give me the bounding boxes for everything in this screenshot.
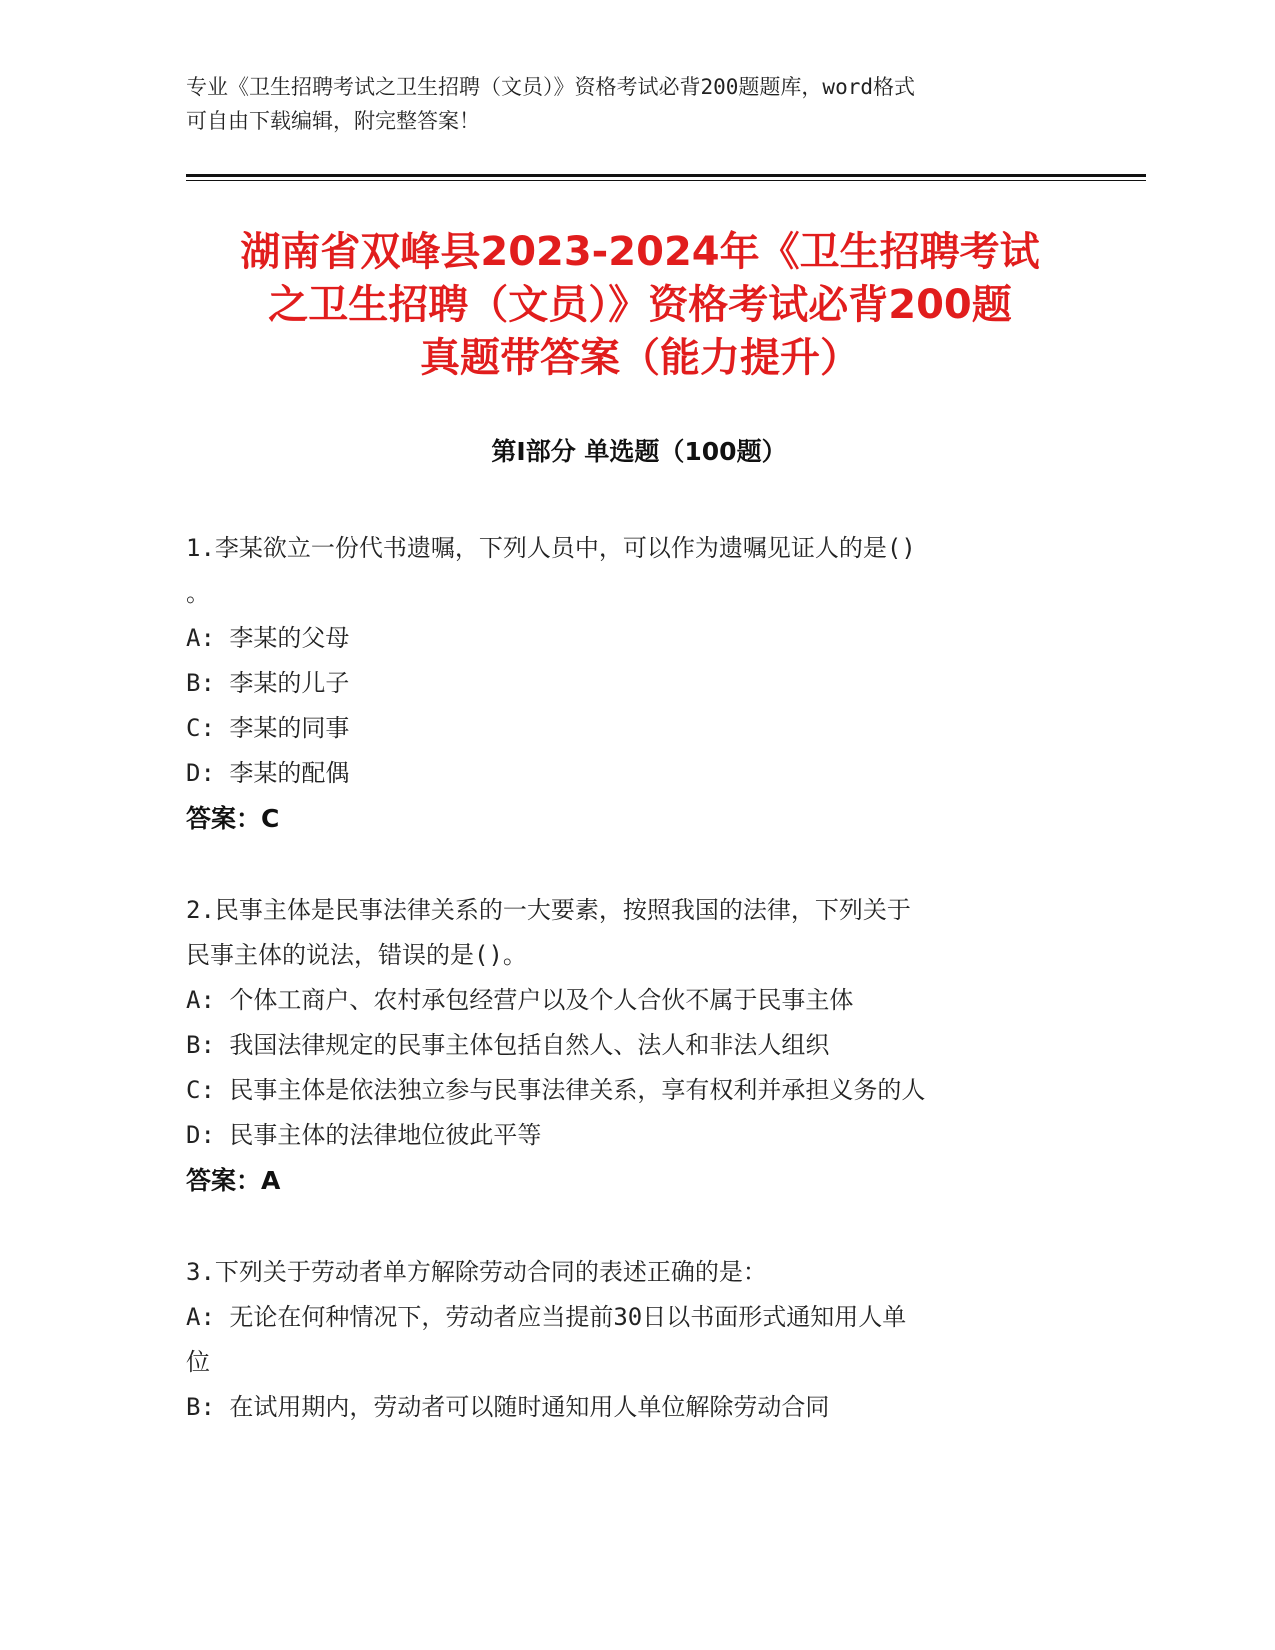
- answer-option: B: 李某的儿子: [186, 669, 350, 697]
- header-divider-thin: [186, 180, 1146, 181]
- question-item: [186, 1250, 1086, 1430]
- answer-option: 位: [186, 1348, 210, 1376]
- header-note-line: 可自由下载编辑，附完整答案！: [186, 109, 480, 133]
- document-title: [190, 226, 1090, 385]
- section-title: 第Ⅰ部分 单选题（100题）: [491, 437, 787, 466]
- title-line: 真题带答案（能力提升）: [420, 335, 860, 381]
- answer-option: D: 民事主体的法律地位彼此平等: [186, 1121, 542, 1149]
- answer-option: C: 民事主体是依法独立参与民事法律关系，享有权利并承担义务的人: [186, 1076, 926, 1104]
- header-note: [186, 70, 1066, 138]
- question-item: [186, 526, 1086, 841]
- answer-option: B: 我国法律规定的民事主体包括自然人、法人和非法人组织: [186, 1031, 830, 1059]
- question-stem: 2.民事主体是民事法律关系的一大要素，按照我国的法律，下列关于: [186, 896, 911, 924]
- question-stem: 。: [186, 579, 210, 607]
- answer-key: 答案：A: [186, 1166, 281, 1195]
- answer-option: A: 无论在何种情况下，劳动者应当提前30日以书面形式通知用人单: [186, 1303, 907, 1331]
- title-line: 之卫生招聘（文员）》资格考试必背200题: [268, 282, 1012, 328]
- question-spacer: [186, 841, 1086, 888]
- answer-option: C: 李某的同事: [186, 714, 350, 742]
- answer-option: D: 李某的配偶: [186, 759, 350, 787]
- question-list: [186, 526, 1086, 1430]
- question-spacer: [186, 1203, 1086, 1250]
- answer-option: B: 在试用期内，劳动者可以随时通知用人单位解除劳动合同: [186, 1393, 830, 1421]
- answer-key: 答案：C: [186, 804, 280, 833]
- question-stem: 1.李某欲立一份代书遗嘱，下列人员中，可以作为遗嘱见证人的是(): [186, 534, 916, 562]
- title-line: 湖南省双峰县2023-2024年《卫生招聘考试: [240, 229, 1040, 275]
- question-stem: 民事主体的说法，错误的是()。: [186, 941, 527, 969]
- header-note-line: 专业《卫生招聘考试之卫生招聘（文员）》资格考试必背200题题库，word格式: [186, 75, 915, 99]
- answer-option: A: 个体工商户、农村承包经营户以及个人合伙不属于民事主体: [186, 986, 854, 1014]
- answer-option: A: 李某的父母: [186, 624, 350, 652]
- header-divider-thick: [186, 174, 1146, 177]
- question-stem: 3.下列关于劳动者单方解除劳动合同的表述正确的是：: [186, 1258, 767, 1286]
- question-item: [186, 888, 1086, 1203]
